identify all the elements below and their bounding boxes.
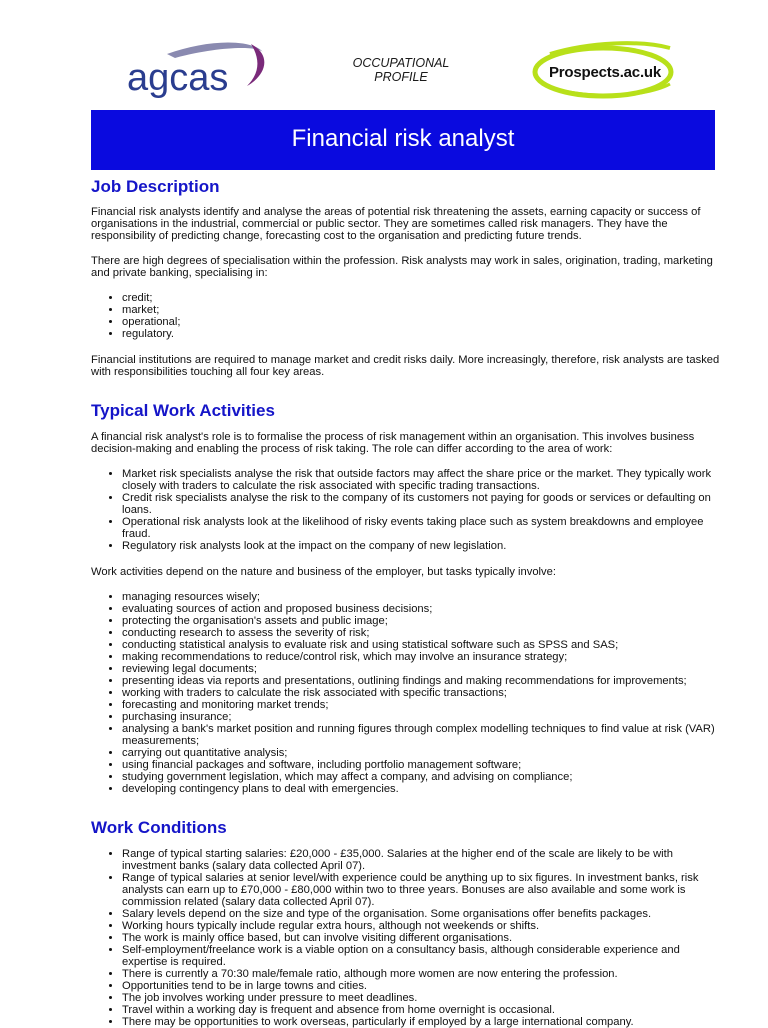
list-item: • conducting statistical analysis to evaluate risk and using statistical software such as SPSS and SAS; [122, 639, 721, 651]
job-description-para-2: There are high degrees of specialisation within the profession. Risk analysts may work in sales, origination, trading, marketing and private banking, specialising in: [91, 255, 713, 279]
list-item: • Range of typical starting salaries: £20,000 - £35,000. Salaries at the higher end of the scale are likely to be with investment banks (salary data collected April 07). [122, 848, 721, 872]
work-conditions-heading: Work Conditions [91, 818, 227, 837]
list-item: • reviewing legal documents; [122, 663, 721, 675]
job-description-para-1: Financial risk analysts identify and analyse the areas of potential risk threatening the assets, earning capacity or success of organisations in the industrial, commercial or public sector. They are sometimes called risk managers. They have the responsibility of predicting change, forecasting cost to the organisation and predicting future trends. [91, 206, 701, 242]
list-item: • Credit risk specialists analyse the risk to the company of its customers not paying for goods or services or defaulting on loans. [122, 492, 721, 516]
list-item: • Working hours typically include regular extra hours, although not weekends or shifts. [122, 920, 721, 932]
list-item: • developing contingency plans to deal with emergencies. [122, 783, 721, 795]
job-description-para-3: Financial institutions are required to manage market and credit risks daily. More increasingly, therefore, risk analysts are tasked with responsibilities touching all four key areas. [91, 354, 720, 378]
title-banner [91, 110, 715, 170]
job-description-heading: Job Description [91, 177, 220, 196]
list-item: • Range of typical salaries at senior level/with experience could be anything up to six figures. In investment banks, risk analysts can earn up to £70,000 - £80,000 within two to three years. Bonuses are also available and some work is commission related (salary data collected April 07). [122, 872, 721, 908]
typical-work-activities-heading: Typical Work Activities [91, 401, 275, 420]
specialisation-list [91, 292, 721, 340]
tasks-intro: Work activities depend on the nature and business of the employer, but tasks typically involve: [91, 566, 556, 578]
list-item: • market; [122, 304, 721, 316]
list-item: • Travel within a working day is frequent and absence from home overnight is occasional. [122, 1004, 721, 1016]
list-item: • conducting research to assess the severity of risk; [122, 627, 721, 639]
tasks-list [91, 591, 721, 795]
list-item: • purchasing insurance; [122, 711, 721, 723]
list-item: • The work is mainly office based, but can involve visiting different organisations. [122, 932, 721, 944]
occupational-profile-label [330, 56, 472, 84]
list-item: • presenting ideas via reports and presentations, outlining findings and making recommendations for improvements; [122, 675, 721, 687]
list-item: • Salary levels depend on the size and type of the organisation. Some organisations offer benefits packages. [122, 908, 721, 920]
document-body [91, 176, 721, 1028]
list-item: • There may be opportunities to work overseas, particularly if employed by a large international company. [122, 1016, 721, 1028]
prospects-logo-text: Prospects.ac.uk [548, 64, 662, 81]
profile-text: PROFILE [374, 70, 428, 84]
list-item: • managing resources wisely; [122, 591, 721, 603]
typical-work-intro: A financial risk analyst's role is to formalise the process of risk management within an organisation. This involves business decision-making and enabling the process of risk taking. The role can differ according to the area of work: [91, 431, 695, 455]
list-item: • Market risk specialists analyse the risk that outside factors may affect the share price or the market. They typically work closely with traders to calculate the risk associated with specific trading transactions. [122, 468, 721, 492]
list-item: • Opportunities tend to be in large towns and cities. [122, 980, 721, 992]
list-item: • using financial packages and software, including portfolio management software; [122, 759, 721, 771]
list-item: • operational; [122, 316, 721, 328]
list-item: • carrying out quantitative analysis; [122, 747, 721, 759]
list-item: • The job involves working under pressure to meet deadlines. [122, 992, 721, 1004]
work-conditions-list [91, 848, 721, 1028]
page-title: Financial risk analyst [291, 125, 515, 152]
list-item: • working with traders to calculate the risk associated with specific transactions; [122, 687, 721, 699]
list-item: • analysing a bank's market position and running figures through complex modelling techniques to find value at risk (VAR) measurements; [122, 723, 721, 747]
list-item: • forecasting and monitoring market trends; [122, 699, 721, 711]
agcas-logo-text: agcas [127, 57, 229, 98]
list-item: • Self-employment/freelance work is a viable option on a consultancy basis, although considerable experience and expertise is required. [122, 944, 721, 968]
occupational-text: OCCUPATIONAL [352, 56, 450, 70]
page-header [0, 0, 768, 110]
list-item: • making recommendations to reduce/control risk, which may involve an insurance strategy; [122, 651, 721, 663]
risk-roles-list [91, 468, 721, 552]
list-item: • Operational risk analysts look at the likelihood of risky events taking place such as system breakdowns and employee fraud. [122, 516, 721, 540]
list-item: • protecting the organisation's assets and public image; [122, 615, 721, 627]
list-item: • studying government legislation, which may affect a company, and advising on compliance; [122, 771, 721, 783]
list-item: • There is currently a 70:30 male/female ratio, although more women are now entering the profession. [122, 968, 721, 980]
list-item: • regulatory. [122, 328, 721, 340]
list-item: • Regulatory risk analysts look at the impact on the company of new legislation. [122, 540, 721, 552]
agcas-logo [125, 38, 270, 98]
list-item: • credit; [122, 292, 721, 304]
list-item: • evaluating sources of action and proposed business decisions; [122, 603, 721, 615]
